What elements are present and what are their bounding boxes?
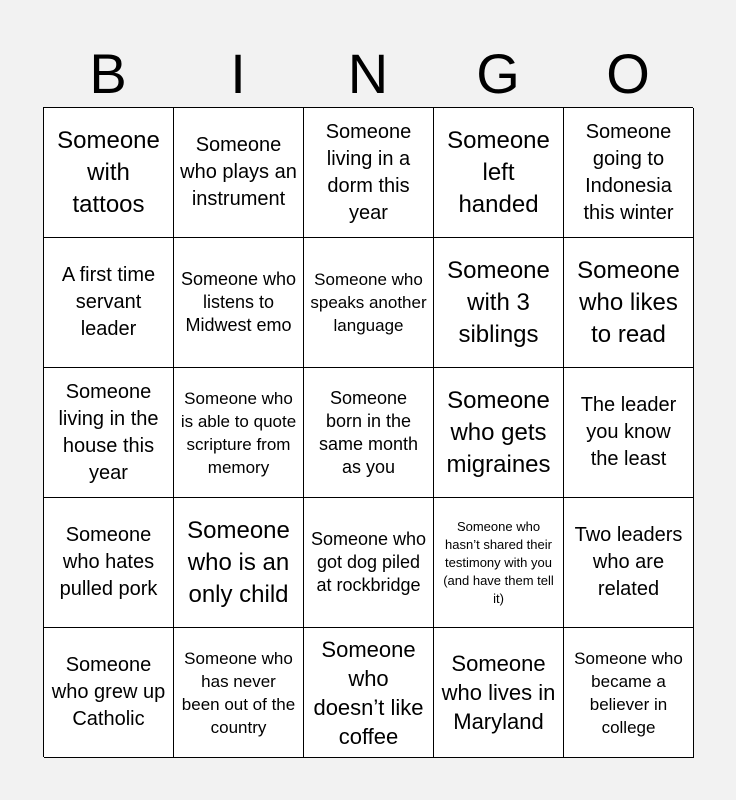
bingo-cell[interactable]: Someone who became a believer in college xyxy=(564,628,694,758)
bingo-cell[interactable]: Two leaders who are related xyxy=(564,498,694,628)
bingo-cell[interactable]: Someone who likes to read xyxy=(564,238,694,368)
bingo-cell[interactable]: Someone who hasn’t shared their testimony with you (and have them tell it) xyxy=(434,498,564,628)
bingo-cell[interactable]: Someone who is an only child xyxy=(174,498,304,628)
bingo-cell[interactable]: Someone who doesn’t like coffee xyxy=(304,628,434,758)
bingo-card xyxy=(43,107,693,757)
bingo-cell[interactable]: Someone who hates pulled pork xyxy=(44,498,174,628)
bingo-cell[interactable]: Someone born in the same month as you xyxy=(304,368,434,498)
header-letter-o: O xyxy=(606,42,650,105)
bingo-cell[interactable]: Someone who gets migraines xyxy=(434,368,564,498)
bingo-cell[interactable]: Someone who grew up Catholic xyxy=(44,628,174,758)
header-letter-i: I xyxy=(230,42,246,105)
bingo-cell[interactable]: Someone who speaks another language xyxy=(304,238,434,368)
header-letter-n: N xyxy=(347,42,389,105)
bingo-cell[interactable]: Someone who plays an instrument xyxy=(174,108,304,238)
bingo-cell[interactable]: Someone left handed xyxy=(434,108,564,238)
bingo-cell[interactable]: Someone who has never been out of the country xyxy=(174,628,304,758)
bingo-cell[interactable]: A first time servant leader xyxy=(44,238,174,368)
bingo-cell[interactable]: Someone who lives in Maryland xyxy=(434,628,564,758)
header-letter-b: B xyxy=(89,42,127,105)
bingo-cell[interactable]: Someone with 3 siblings xyxy=(434,238,564,368)
bingo-cell[interactable]: Someone going to Indonesia this winter xyxy=(564,108,694,238)
bingo-cell[interactable]: Someone who listens to Midwest emo xyxy=(174,238,304,368)
bingo-cell[interactable]: Someone with tattoos xyxy=(44,108,174,238)
bingo-header xyxy=(43,40,693,108)
bingo-cell[interactable]: Someone living in a dorm this year xyxy=(304,108,434,238)
bingo-cell[interactable]: Someone living in the house this year xyxy=(44,368,174,498)
bingo-cell[interactable]: Someone who got dog piled at rockbridge xyxy=(304,498,434,628)
header-letter-g: G xyxy=(476,42,520,105)
bingo-cell[interactable]: Someone who is able to quote scripture from memory xyxy=(174,368,304,498)
bingo-cell[interactable]: The leader you know the least xyxy=(564,368,694,498)
